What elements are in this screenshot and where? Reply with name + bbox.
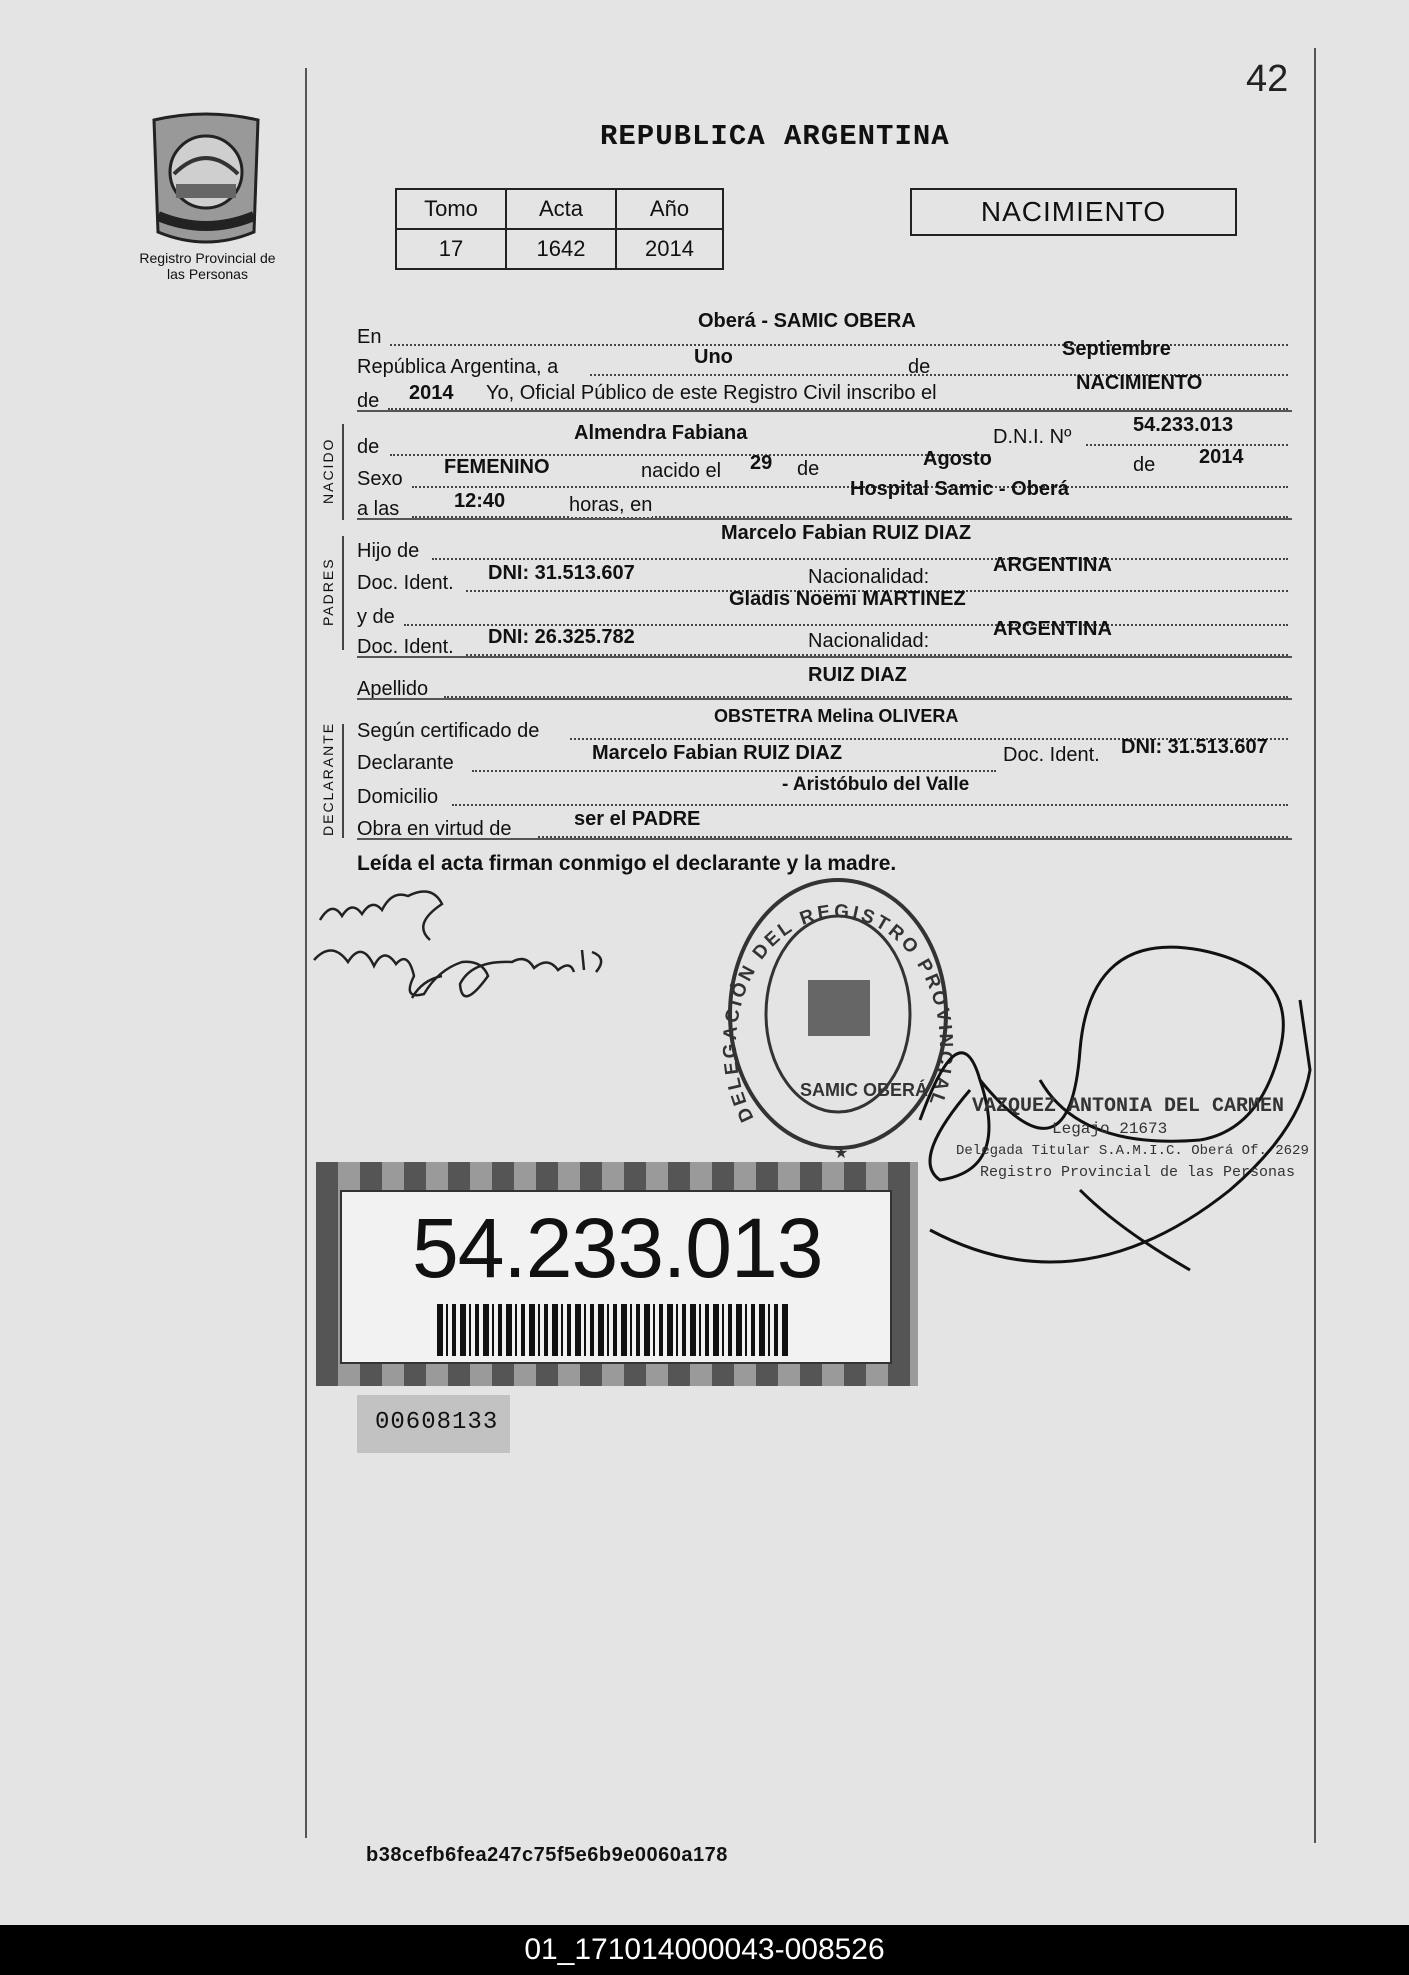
obra-label: Obra en virtud de xyxy=(357,818,512,840)
table-header: Año xyxy=(616,189,723,229)
de-label: de xyxy=(357,436,380,458)
mother-signature xyxy=(312,880,612,1015)
stamp-bottom-text: SAMIC OBERÁ xyxy=(800,1080,929,1100)
birth-year: 2014 xyxy=(1199,446,1244,468)
misiones-seal-icon xyxy=(144,112,268,248)
official-stamp-text xyxy=(956,1095,1309,1184)
section-rule xyxy=(357,518,1292,520)
document-hash: b38cefb6fea247c75f5e6b9e0060a178 xyxy=(366,1844,728,1866)
left-margin-line xyxy=(305,68,307,1838)
father-name: Marcelo Fabian RUIZ DIAZ xyxy=(721,522,972,544)
page-number: 42 xyxy=(1246,58,1289,100)
nacido-section-label: NACIDO xyxy=(320,437,336,504)
republica-label: República Argentina, a xyxy=(357,356,559,378)
section-rule xyxy=(357,656,1292,658)
record-type-box: NACIMIENTO xyxy=(910,188,1237,236)
father-doc: DNI: 31.513.607 xyxy=(488,562,635,584)
serial-number: 00608133 xyxy=(375,1409,499,1436)
birth-place: Hospital Samic - Oberá xyxy=(850,478,1069,500)
domicilio-value: - Aristóbulo del Valle xyxy=(782,774,970,795)
stamp-ring-text: DELEGACIÓN DEL REGISTRO PROVINCIAL xyxy=(719,901,957,1126)
table-header: Tomo xyxy=(396,189,506,229)
de-label: de xyxy=(908,356,931,378)
declarante-label: Declarante xyxy=(357,752,454,774)
mother-name: Gladis Noemi MARTINEZ xyxy=(729,588,966,610)
certificado-label: Según certificado de xyxy=(357,720,540,742)
horas-label: horas, en xyxy=(569,494,653,516)
serial-number-box xyxy=(357,1395,510,1453)
nacido-el-label: nacido el xyxy=(641,460,722,482)
official-role: Delegada Titular S.A.M.I.C. Oberá Of. 2629 xyxy=(956,1143,1309,1159)
section-rule xyxy=(357,410,1292,412)
table-cell: 17 xyxy=(396,229,506,269)
hijo-label: Hijo de xyxy=(357,540,420,562)
table-cell: 1642 xyxy=(506,229,616,269)
dotted-line xyxy=(1086,444,1288,446)
child-name: Almendra Fabiana xyxy=(574,422,748,444)
official-org: Registro Provincial de las Personas xyxy=(980,1164,1296,1181)
obra-value: ser el PADRE xyxy=(574,808,701,830)
doc-ident-label: Doc. Ident. xyxy=(1003,744,1100,766)
svg-text:★: ★ xyxy=(834,1145,849,1162)
dotted-line xyxy=(432,558,1288,560)
footer-id: 01_171014000043-008526 xyxy=(524,1933,885,1966)
barcode-icon xyxy=(437,1304,789,1356)
apellido-label: Apellido xyxy=(357,678,429,700)
document-title: REPUBLICA ARGENTINA xyxy=(600,120,950,153)
child-dni: 54.233.013 xyxy=(1133,414,1234,436)
footer-bar xyxy=(0,1925,1409,1975)
a-las-label: a las xyxy=(357,498,400,520)
certificado-value: OBSTETRA Melina OLIVERA xyxy=(714,706,959,726)
year-value: 2014 xyxy=(409,382,454,404)
mother-nationality: ARGENTINA xyxy=(993,618,1112,640)
de-label: de xyxy=(1133,454,1156,476)
act-value: NACIMIENTO xyxy=(1076,372,1203,394)
closing-statement: Leída el acta firman conmigo el declarante y la madre. xyxy=(357,852,897,875)
section-rule xyxy=(357,838,1292,840)
y-de-label: y de xyxy=(357,606,395,628)
nacionalidad-label: Nacionalidad: xyxy=(808,566,930,588)
oficial-label: Yo, Oficial Público de este Registro Civil inscribo el xyxy=(486,382,937,404)
dni-label: D.N.I. Nº xyxy=(993,426,1072,448)
place-value: Oberá - SAMIC OBERA xyxy=(698,310,916,332)
en-label: En xyxy=(357,326,382,348)
registry-name: Registro Provincial de las Personas xyxy=(139,250,276,282)
nacionalidad-label: Nacionalidad: xyxy=(808,630,930,652)
section-bar xyxy=(342,424,344,520)
section-bar xyxy=(342,536,344,650)
doc-ident-label: Doc. Ident. xyxy=(357,636,454,658)
declarante-doc: DNI: 31.513.607 xyxy=(1121,736,1268,758)
day-value: Uno xyxy=(694,346,733,368)
dotted-line xyxy=(452,804,1288,806)
barcode-number: 54.233.013 xyxy=(412,1201,823,1295)
birth-time: 12:40 xyxy=(454,490,506,512)
birth-day: 29 xyxy=(750,452,773,474)
de-label: de xyxy=(797,458,820,480)
dni-barcode-label xyxy=(316,1162,918,1386)
doc-ident-label: Doc. Ident. xyxy=(357,572,454,594)
sexo-label: Sexo xyxy=(357,468,403,490)
table-cell: 2014 xyxy=(616,229,723,269)
official-legajo: Legajo 21673 xyxy=(1052,1120,1168,1138)
father-nationality: ARGENTINA xyxy=(993,554,1112,576)
mother-doc: DNI: 26.325.782 xyxy=(488,626,635,648)
apellido-value: RUIZ DIAZ xyxy=(808,664,907,686)
domicilio-label: Domicilio xyxy=(357,786,439,808)
de2-label: de xyxy=(357,390,380,412)
barcode-panel xyxy=(340,1190,892,1364)
declarante-section-label: DECLARANTE xyxy=(320,721,336,836)
section-rule xyxy=(357,698,1292,700)
padres-section-label: PADRES xyxy=(320,557,336,626)
declarante-value: Marcelo Fabian RUIZ DIAZ xyxy=(592,742,843,764)
month-value: Septiembre xyxy=(1062,338,1171,360)
sexo-value: FEMENINO xyxy=(444,456,550,478)
record-table xyxy=(395,188,724,270)
dotted-line xyxy=(472,770,996,772)
table-header: Acta xyxy=(506,189,616,229)
birth-month: Agosto xyxy=(923,448,992,470)
section-bar xyxy=(342,724,344,838)
official-name: VAZQUEZ ANTONIA DEL CARMEN xyxy=(972,1095,1285,1118)
